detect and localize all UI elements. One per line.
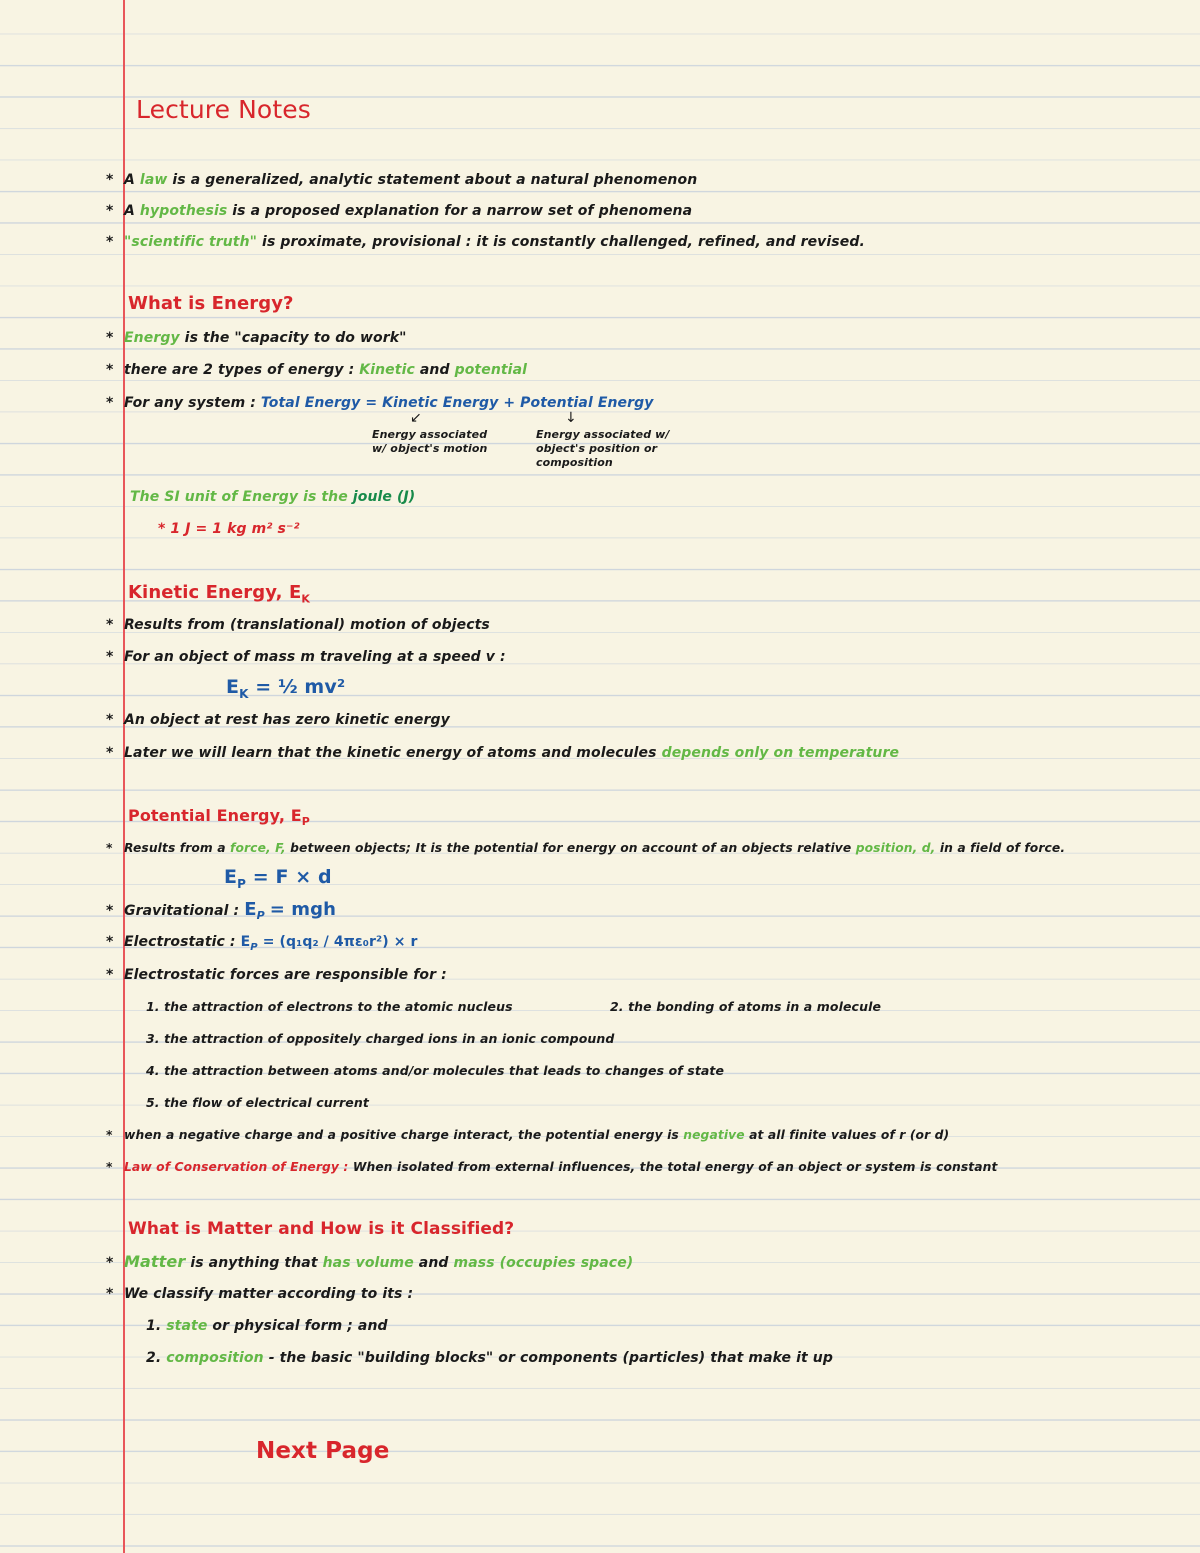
highlight-conservation-law: Law of Conservation of Energy :: [124, 1160, 349, 1174]
note-kinetic: Energy associated w/ object's motion: [372, 428, 488, 455]
highlight-truth: "scientific truth": [124, 234, 258, 250]
forces-intro: * Electrostatic forces are responsible for :: [106, 967, 447, 983]
energy-line-definition: * Energy is the "capacity to do work": [106, 330, 407, 346]
bullet-star: *: [106, 617, 114, 633]
matter-item-2: 2. composition - the basic "building blocks" or components (particles) that make it up: [146, 1350, 833, 1366]
bullet-star: *: [106, 841, 113, 855]
si-unit-definition: * 1 J = 1 kg m² s⁻²: [158, 521, 300, 537]
kinetic-line-1: * Results from (translational) motion of objects: [106, 617, 490, 633]
matter-line-2: * We classify matter according to its :: [106, 1286, 414, 1302]
electrostatic-line: * Electrostatic : $E_P = (q_1q_2 / 4\pi\varepsilon_0r^2) \times r$: [106, 934, 418, 953]
kinetic-line-3: * An object at rest has zero kinetic energy: [106, 712, 450, 728]
highlight-energy: Energy: [124, 330, 180, 346]
bullet-star: *: [106, 330, 114, 346]
total-energy-equation: Total Energy = Kinetic Energy + Potential Energy: [260, 395, 654, 411]
highlight-temperature: depends only on temperature: [661, 745, 900, 761]
heading-energy: What is Energy?: [128, 293, 294, 314]
note-potential: Energy associated w/ object's position or composition: [536, 428, 670, 469]
next-page-link[interactable]: Next Page: [256, 1438, 390, 1464]
arrow-down-icon: ↓: [565, 410, 577, 426]
energy-line-types: * there are 2 types of energy : Kinetic and potential: [106, 362, 528, 378]
bullet-star: *: [106, 712, 114, 728]
heading-potential: Potential Energy, $E_P$: [128, 806, 310, 829]
potential-equation: $E_P = F \times d$: [224, 866, 332, 891]
energy-line-total: * For any system : Total Energy = Kinetic Energy + Potential Energy: [106, 395, 654, 411]
heading-matter: What is Matter and How is it Classified?: [128, 1219, 515, 1239]
force-item-5: 5. the flow of electrical current: [146, 1095, 369, 1110]
potential-line-1: * Results from a force, F, between objects; It is the potential for energy on account of an objects relative position, d, in a field of force.: [106, 838, 1065, 858]
intro-line-law: * A law is a generalized, analytic statement about a natural phenomenon: [106, 172, 698, 188]
bullet-star: *: [106, 172, 114, 188]
kinetic-line-2: * For an object of mass m traveling at a speed v :: [106, 649, 506, 665]
si-unit-line: The SI unit of Energy is the joule (J): [130, 489, 416, 505]
bullet-star: *: [106, 1286, 114, 1302]
matter-item-1: 1. state or physical form ; and: [146, 1318, 388, 1334]
intro-line-truth: * "scientific truth" is proximate, provisional : it is constantly challenged, refined, and revised.: [106, 234, 865, 250]
force-item-2: 2. the bonding of atoms in a molecule: [610, 999, 882, 1014]
page-title: Lecture Notes: [136, 95, 311, 124]
kinetic-line-4: * Later we will learn that the kinetic energy of atoms and molecules depends only on temperature: [106, 745, 900, 761]
matter-line-1: * Matter is anything that has volume and mass (occupies space): [106, 1252, 634, 1271]
negative-energy-line: * when a negative charge and a positive charge interact, the potential energy is negative at all finite values of r (or d): [106, 1125, 949, 1145]
highlight-joule: joule (J): [352, 489, 416, 505]
bullet-star: *: [106, 362, 114, 378]
kinetic-equation: $E_K$ = ½ mv²: [226, 676, 346, 701]
arrow-down-left-icon: ↙: [410, 410, 422, 426]
conservation-law-line: * Law of Conservation of Energy : When isolated from external influences, the total energy of an object or system is constant: [106, 1157, 998, 1177]
bullet-star: *: [106, 934, 114, 950]
force-item-1: 1. the attraction of electrons to the atomic nucleus: [146, 999, 513, 1014]
bullet-star: *: [106, 395, 114, 411]
bullet-star: *: [106, 1255, 114, 1271]
bullet-star: *: [106, 1128, 113, 1142]
bullet-star: *: [106, 903, 114, 919]
heading-kinetic: Kinetic Energy, $E_K$: [128, 582, 310, 606]
bullet-star: *: [106, 234, 114, 250]
intro-line-hypothesis: * A hypothesis is a proposed explanation for a narrow set of phenomena: [106, 203, 693, 219]
bullet-star: *: [106, 649, 114, 665]
bullet-star: *: [106, 1160, 113, 1174]
highlight-negative: negative: [683, 1128, 745, 1142]
gravitational-line: * Gravitational : $E_P$ = mgh: [106, 899, 337, 922]
bullet-star: *: [106, 745, 114, 761]
bullet-star: *: [106, 203, 114, 219]
bullet-star: *: [106, 967, 114, 983]
force-item-4: 4. the attraction between atoms and/or molecules that leads to changes of state: [146, 1063, 725, 1078]
force-item-3: 3. the attraction of oppositely charged ions in an ionic compound: [146, 1031, 615, 1046]
highlight-law: law: [139, 172, 168, 188]
highlight-hypothesis: hypothesis: [139, 203, 228, 219]
